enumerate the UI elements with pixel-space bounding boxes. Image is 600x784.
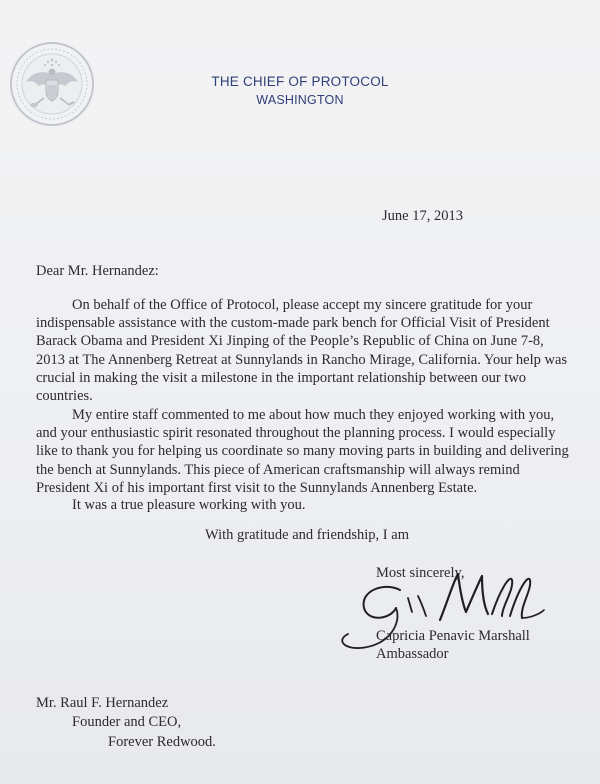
letter-date: June 17, 2013 <box>382 208 463 224</box>
paragraph-2 <box>36 406 576 497</box>
recipient-company: Forever Redwood. <box>108 734 216 750</box>
letterhead-title: THE CHIEF OF PROTOCOL <box>211 74 389 89</box>
paragraph-1 <box>36 296 576 405</box>
sign-off: Most sincerely, <box>376 565 465 581</box>
paragraph-1-text: On behalf of the Office of Protocol, please accept my sincere gratitude for your indispensable assistance with the custom-made park bench for Official Visit of President Barack Obama and President Xi Jinping of the People’s Republic of China on June 7-8, 2013 at The Annenberg Retreat at Sunnylands in Rancho Mirage, California. Your help was crucial in making the visit a milestone in the important relationship between our two countries. <box>36 297 568 405</box>
signer-name: Capricia Penavic Marshall <box>376 628 530 644</box>
recipient-title: Founder and CEO, <box>72 714 182 730</box>
handwritten-signature <box>330 560 550 660</box>
recipient-name: Mr. Raul F. Hernandez <box>36 695 169 711</box>
great-seal-icon <box>8 40 96 128</box>
closing-line: With gratitude and friendship, I am <box>205 527 409 543</box>
salutation: Dear Mr. Hernandez: <box>36 263 159 279</box>
signer-title: Ambassador <box>376 646 449 662</box>
paragraph-2-text: My entire staff commented to me about how much they enjoyed working with you, and your enthusiastic spirit resonated throughout the planning process. I would especially like to thank you for helping us coordinate so many moving parts in building and delivering the bench at Sunnylands. This piece of American craftsmanship will always remind President Xi of his important first visit to the Sunnylands Annenberg Estate. <box>36 407 569 496</box>
paragraph-3: It was a true pleasure working with you. <box>72 497 306 513</box>
letterhead-city: WASHINGTON <box>256 93 344 107</box>
